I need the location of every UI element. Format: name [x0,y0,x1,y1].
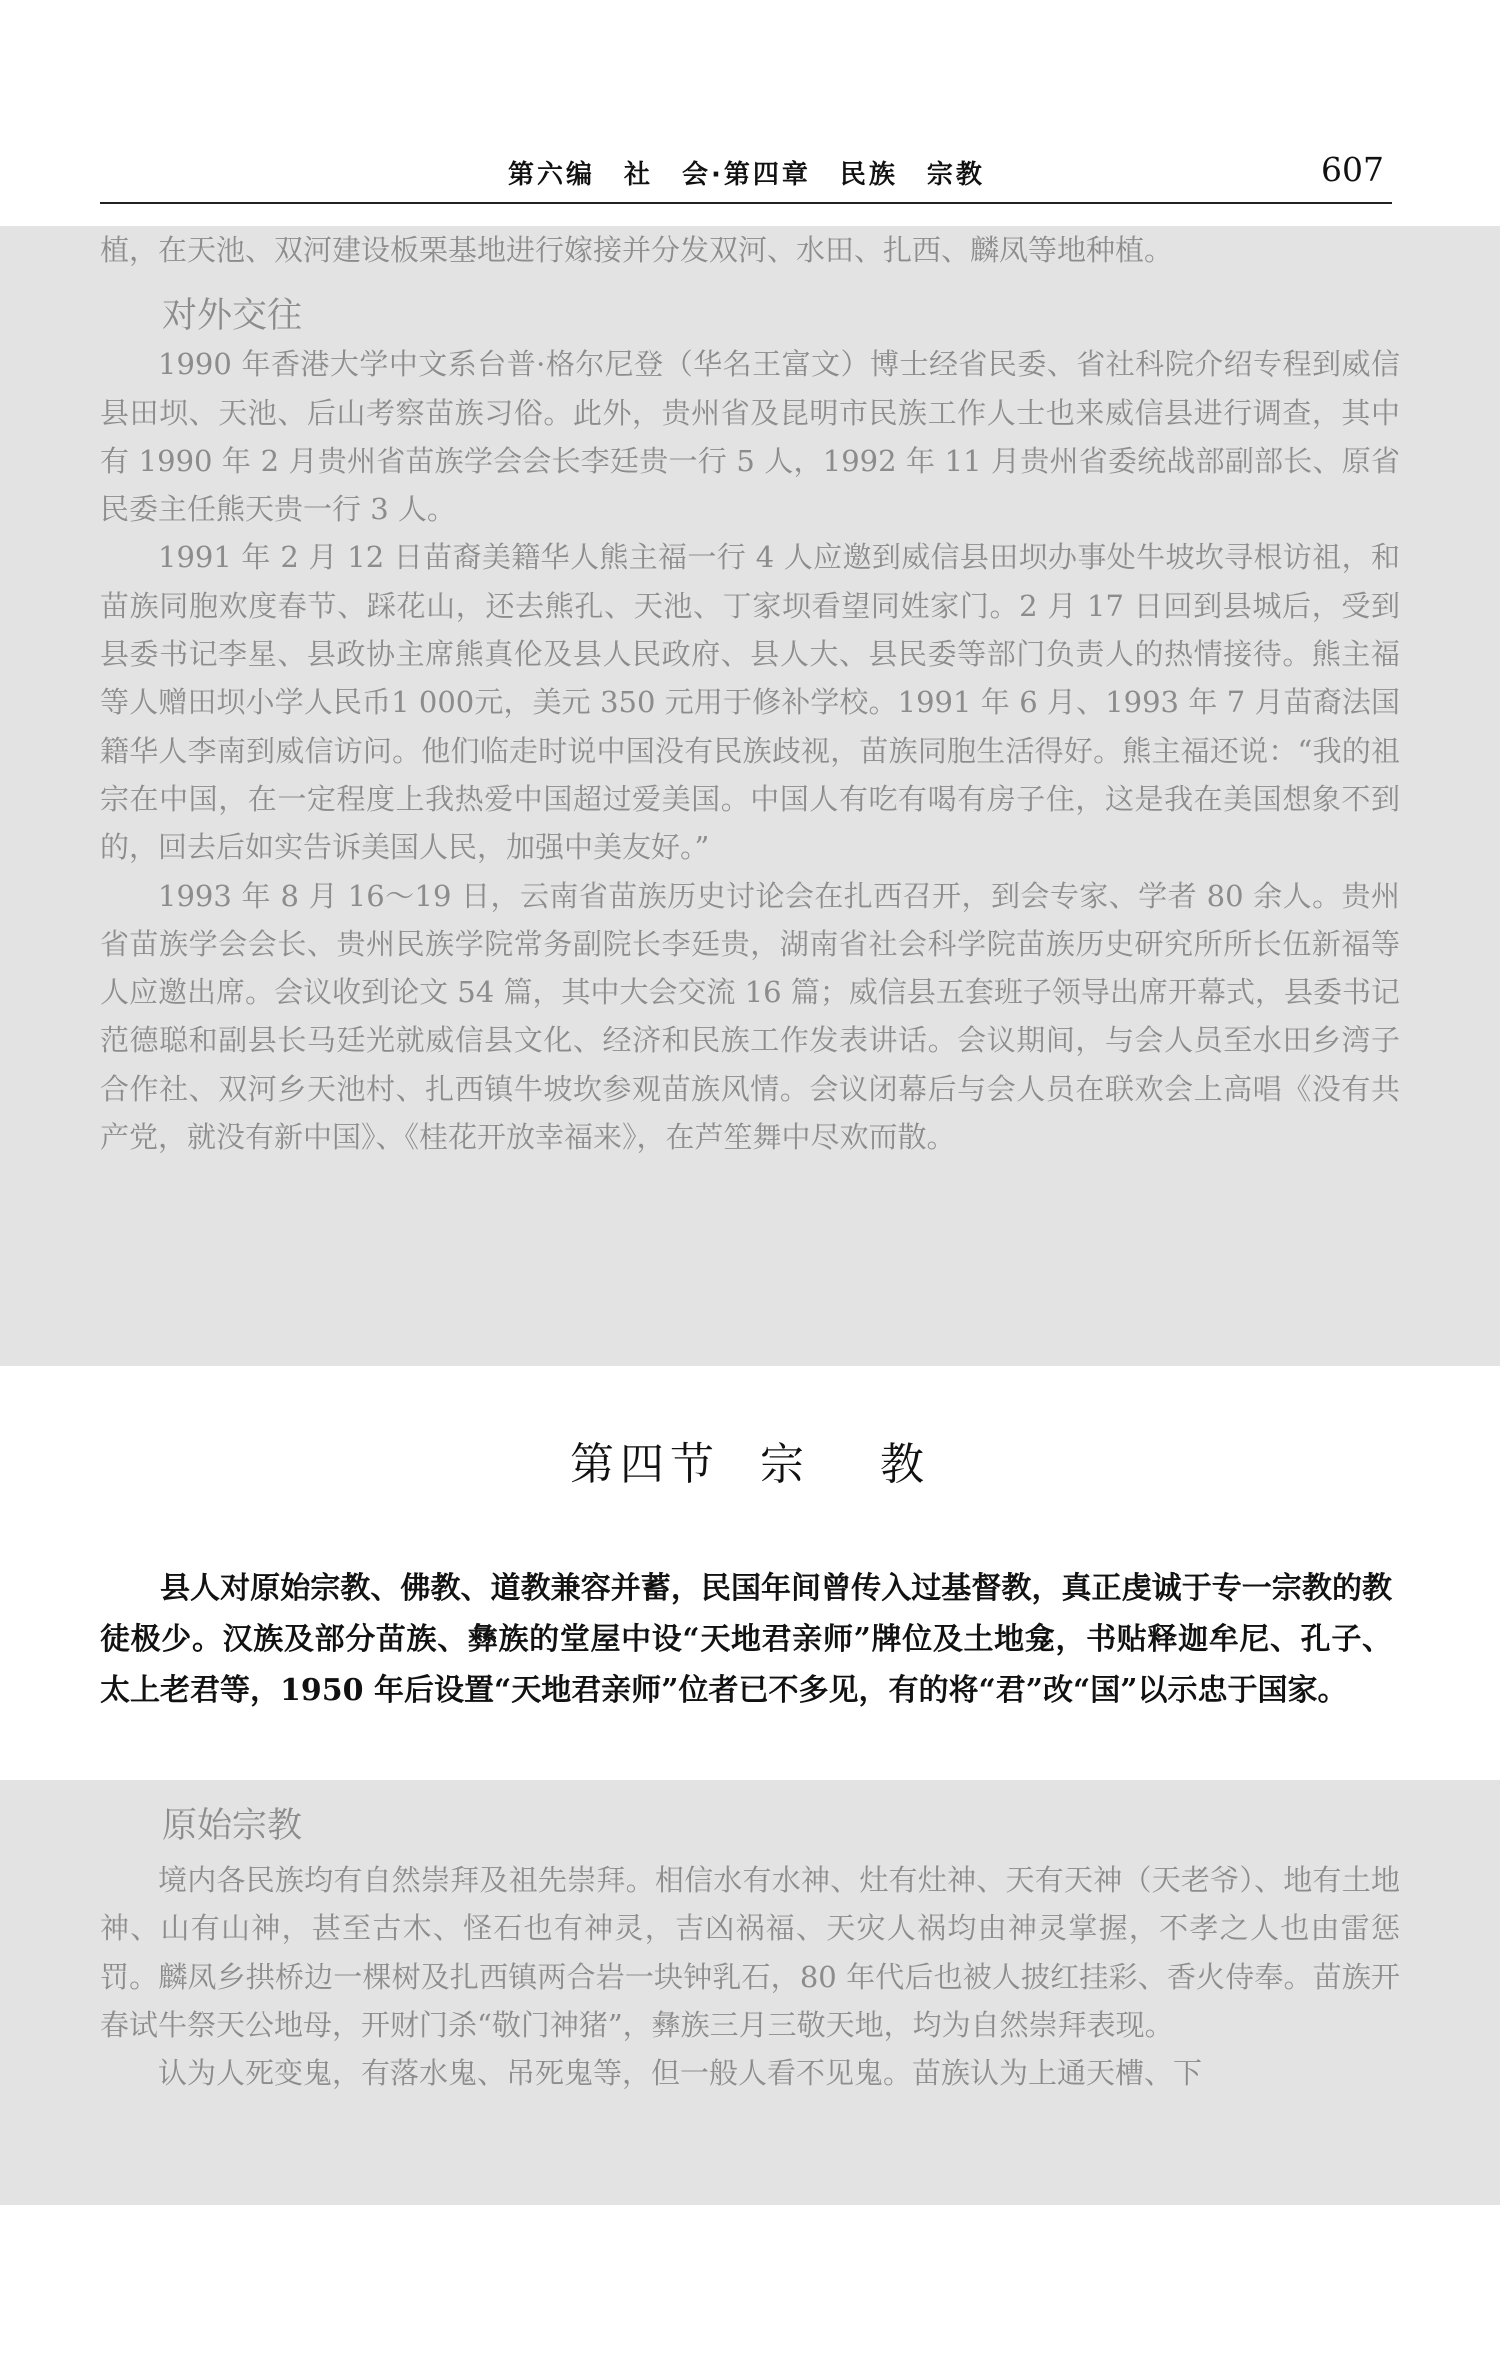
section-intro [100,1563,1392,1716]
section-title [0,1428,1500,1492]
primitive-religion-block [0,1780,1500,2205]
paragraph: 境内各民族均有自然崇拜及祖先崇拜。相信水有水神、灶有灶神、天有天神（天老爷）、地有土地神、山有山神，甚至古木、怪石也有神灵，吉凶祸福、天灾人祸均由神灵掌握，不孝之人也由雷惩罚。麟凤乡拱桥边一棵树及扎西镇两合岩一块钟乳石，80 年代后也被人披红挂彩、香火侍奉。苗族开春试牛祭天公地母，开财门杀“敬门神猪”，彝族三月三敬天地，均为自然崇拜表现。 [100,1863,1400,2042]
header-title: 第六编 社 会·第四章 民族 宗教 [508,160,985,190]
paragraph: 1993 年 8 月 16～19 日，云南省苗族历史讨论会在扎西召开，到会专家、学者 80 余人。贵州省苗族学会会长、贵州民族学院常务副院长李廷贵，湖南省社会科学院苗族历史研究所所长伍新福等人应邀出席。会议收到论文 54 篇，其中大会交流 16 篇；威信县五套班子领导出席开幕式，县委书记范德聪和副县长马廷光就威信县文化、经济和民族工作发表讲话。会议期间，与会人员至水田乡湾子合作社、双河乡天池村、扎西镇牛坡坎参观苗族风情。会议闭幕后与会人员在联欢会上高唱《没有共产党，就没有新中国》、《桂花开放幸福来》，在芦笙舞中尽欢而散。 [100,878,1400,1155]
paragraph: 认为人死变鬼，有落水鬼、吊死鬼等，但一般人看不见鬼。苗族认为上通天槽、下 [158,2056,1203,2091]
subheading-external-relations: 对外交往 [162,296,303,337]
section-number: 第四节 [570,1439,720,1490]
section-title-char: 教 [880,1439,930,1490]
continued-paragraph: 植，在天池、双河建设板栗基地进行嫁接并分发双河、水田、扎西、麟凤等地种植。 [100,233,1174,267]
paragraph: 1990 年香港大学中文系台普·格尔尼登（华名王富文）博士经省民委、省社科院介绍专程到威信县田坝、天池、后山考察苗族习俗。此外，贵州省及昆明市民族工作人士也来威信县进行调查，其中有 1990 年 2 月贵州省苗族学会会长李廷贵一行 5 人，1992 年 11 月贵州省委统战部副部长、原省民委主任熊天贵一行 3 人。 [100,347,1400,527]
external-relations-block [0,226,1500,1366]
page-number: 607 [1321,150,1384,189]
intro-paragraph: 县人对原始宗教、佛教、道教兼容并蓄，民国年间曾传入过基督教，真正虔诚于专一宗教的教徒极少。汉族及部分苗族、彝族的堂屋中设“天地君亲师”牌位及土地龛，书贴释迦牟尼、孔子、太上老君等，1950 年后设置“天地君亲师”位者已不多见，有的将“君”改“国”以示忠于国家。 [100,1571,1392,1708]
section-title-char: 宗 [760,1439,810,1490]
running-header [100,150,1392,204]
paragraph: 1991 年 2 月 12 日苗裔美籍华人熊主福一行 4 人应邀到威信县田坝办事处牛坡坎寻根访祖，和苗族同胞欢度春节、踩花山，还去熊孔、天池、丁家坝看望同姓家门。2 月 17 日回到县城后，受到县委书记李星、县政协主席熊真伦及县人民政府、县人大、县民委等部门负责人的热情接待。熊主福等人赠田坝小学人民币1 000元，美元 350 元用于修补学校。1991 年 6 月、1993 年 7 月苗裔法国籍华人李南到威信访问。他们临走时说中国没有民族歧视，苗族同胞生活得好。熊主福还说：“我的祖宗在中国，在一定程度上我热爱中国超过爱美国。中国人有吃有喝有房子住，这是我在美国想象不到的，回去后如实告诉美国人民，加强中美友好。” [100,540,1400,865]
subheading-primitive-religion: 原始宗教 [162,1806,303,1846]
